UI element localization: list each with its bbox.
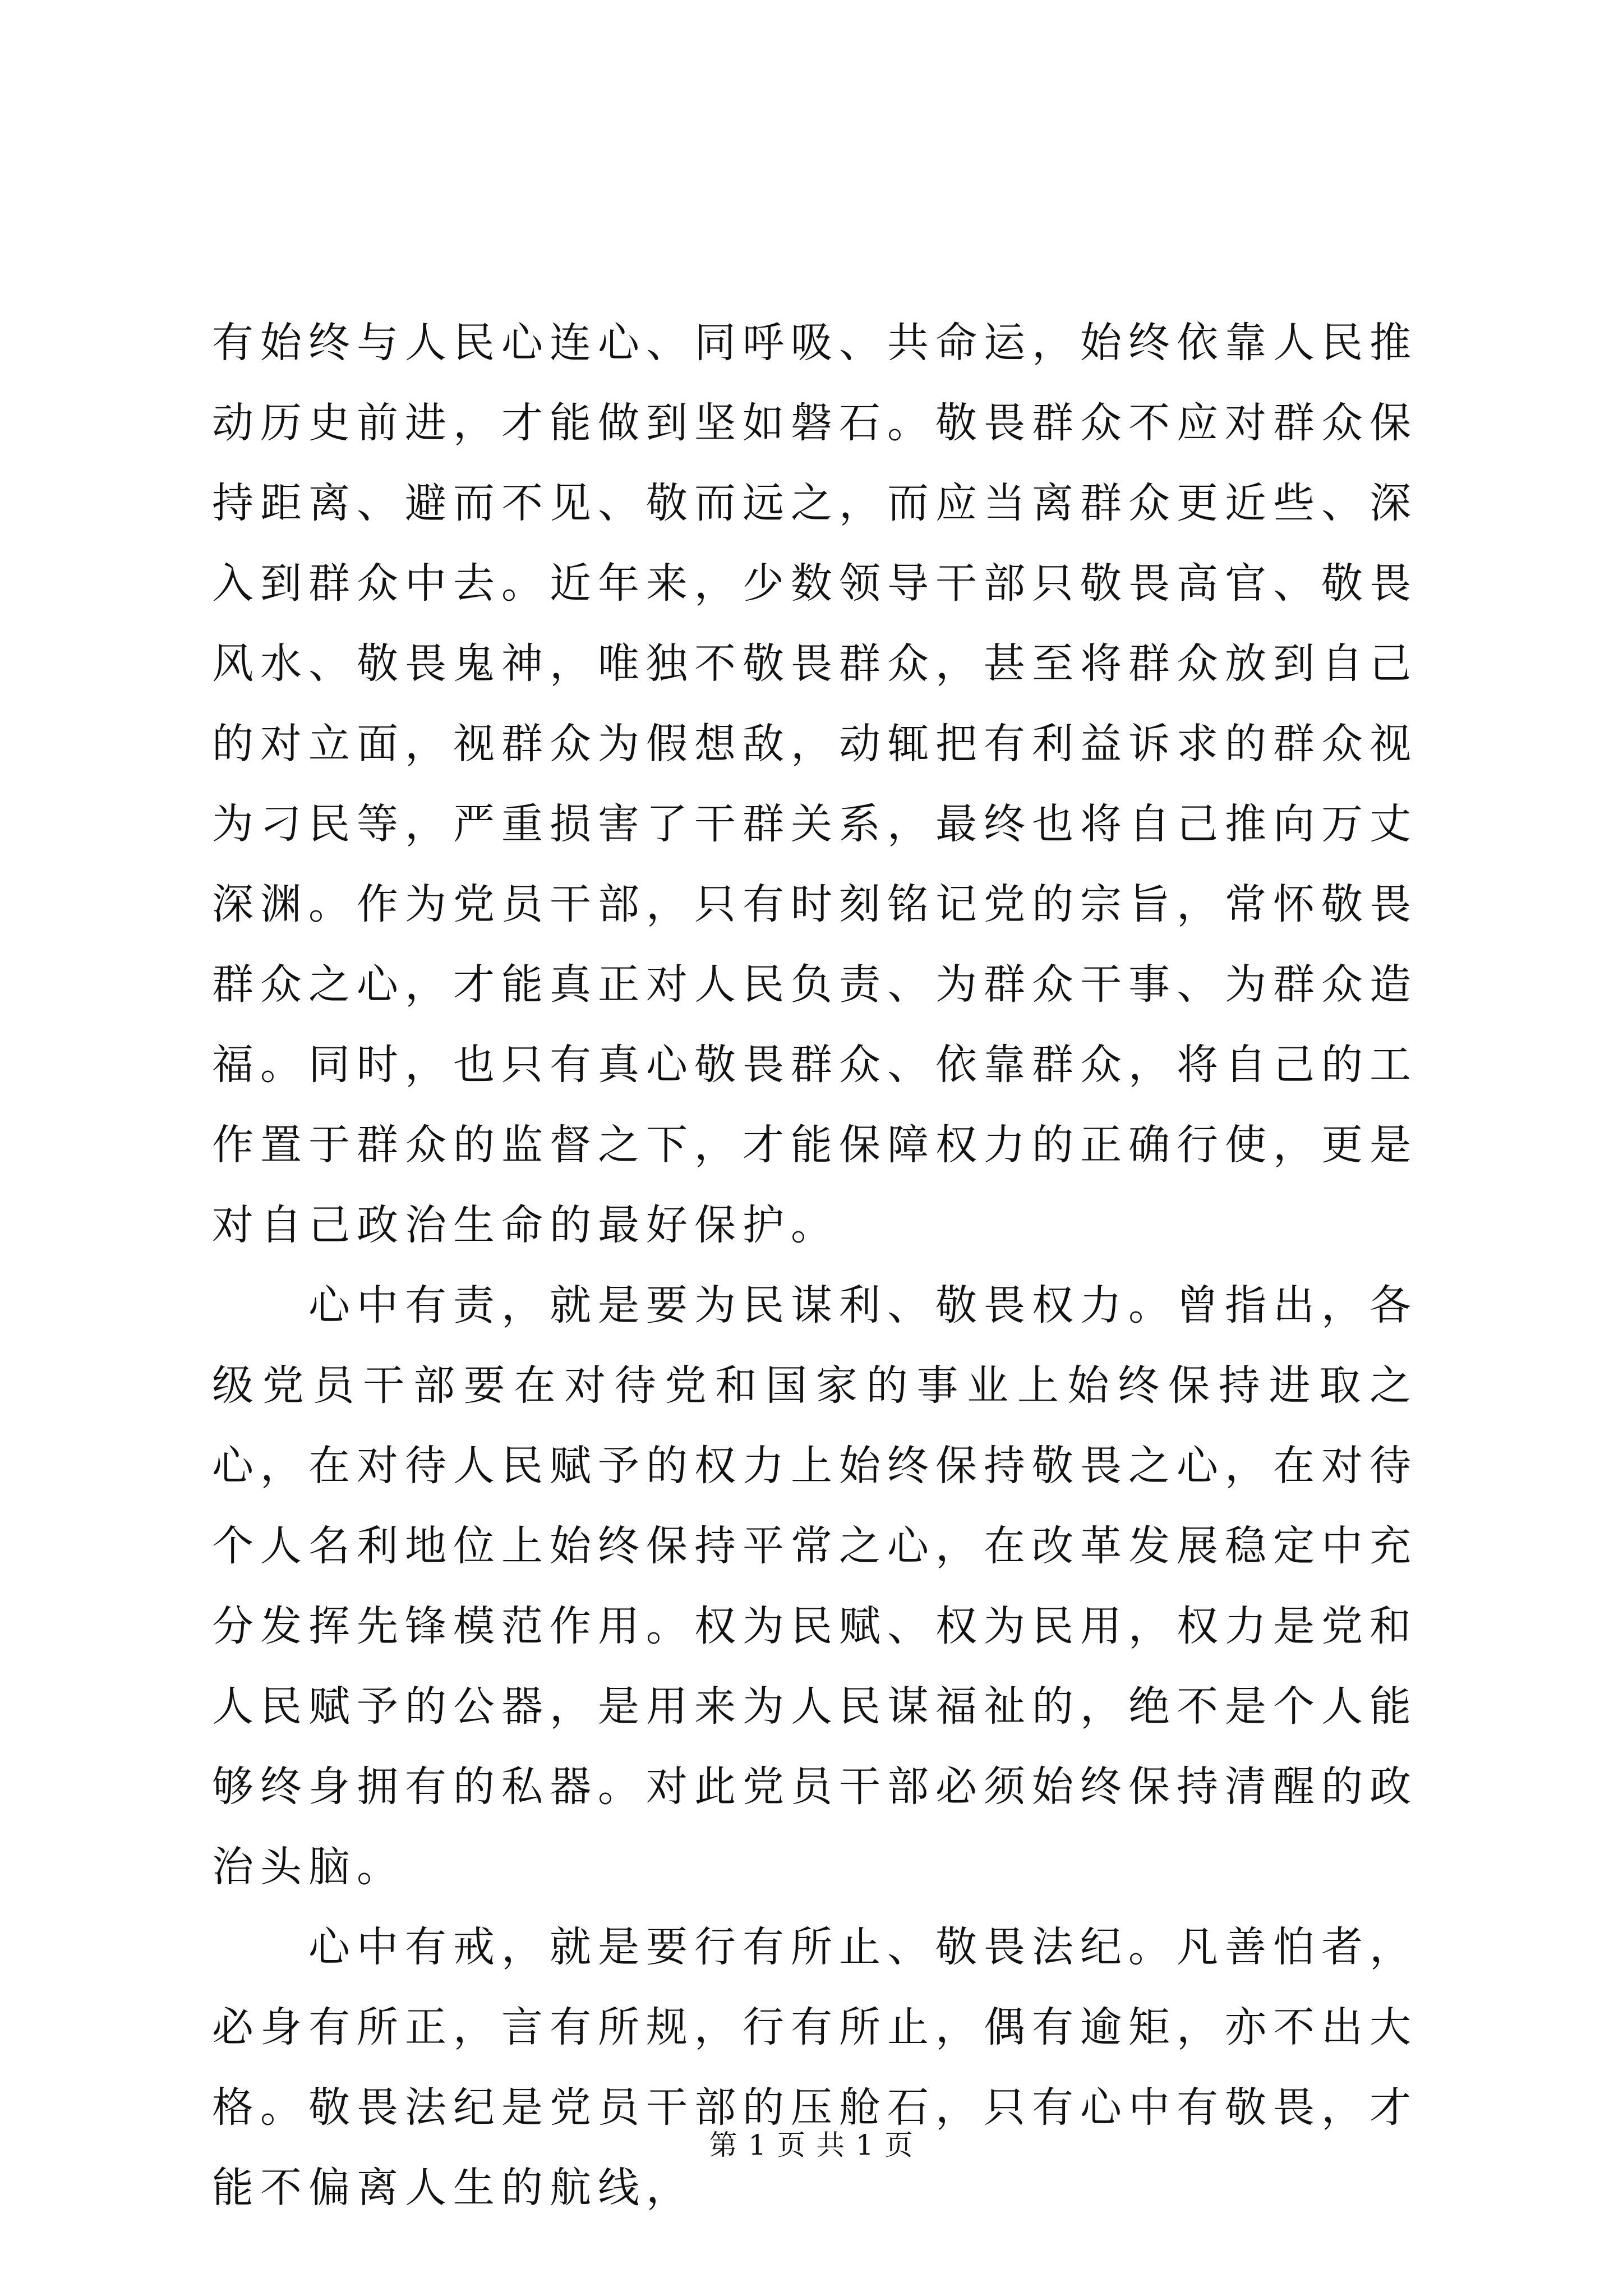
page-footer: 第 1 页 共 1 页 xyxy=(709,2129,914,2161)
paragraph-1: 有始终与人民心连心、同呼吸、共命运，始终依靠人民推动历史前进，才能做到坚如磐石。敬畏群众不应对群众保持距离、避而不见、敬而远之，而应当离群众更近些、深入到群众中去。近年来，少数领导干部只敬畏高官、敬畏风水、敬畏鬼神，唯独不敬畏群众，甚至将群众放到自己的对立面，视群众为假想敌，动辄把有利益诉求的群众视为刁民等，严重损害了干群关系，最终也将自己推向万丈深渊。作为党员干部，只有时刻铭记党的宗旨，常怀敬畏群众之心，才能真正对人民负责、为群众干事、为群众造福。同时，也只有真心敬畏群众、依靠群众，将自己的工作置于群众的监督之下，才能保障权力的正确行使，更是对自己政治生命的最好保护。 xyxy=(212,319,1418,1249)
paragraph-3: 心中有戒，就是要行有所止、敬畏法纪。凡善怕者，必身有所正，言有所规，行有所止，偶有逾矩，亦不出大格。敬畏法纪是党员干部的压舱石，只有心中有敬畏，才能不偏离人生的航线， xyxy=(212,1923,1418,2212)
body-text xyxy=(212,303,1418,2228)
paragraph-2: 心中有责，就是要为民谋利、敬畏权力。曾指出，各级党员干部要在对待党和国家的事业上始终保持进取之心，在对待人民赋予的权力上始终保持敬畏之心，在对待个人名利地位上始终保持平常之心，在改革发展稳定中充分发挥先锋模范作用。权为民赋、权为民用，权力是党和人民赋予的公器，是用来为人民谋福祉的，绝不是个人能够终身拥有的私器。对此党员干部必须始终保持清醒的政治头脑。 xyxy=(212,1281,1418,1891)
